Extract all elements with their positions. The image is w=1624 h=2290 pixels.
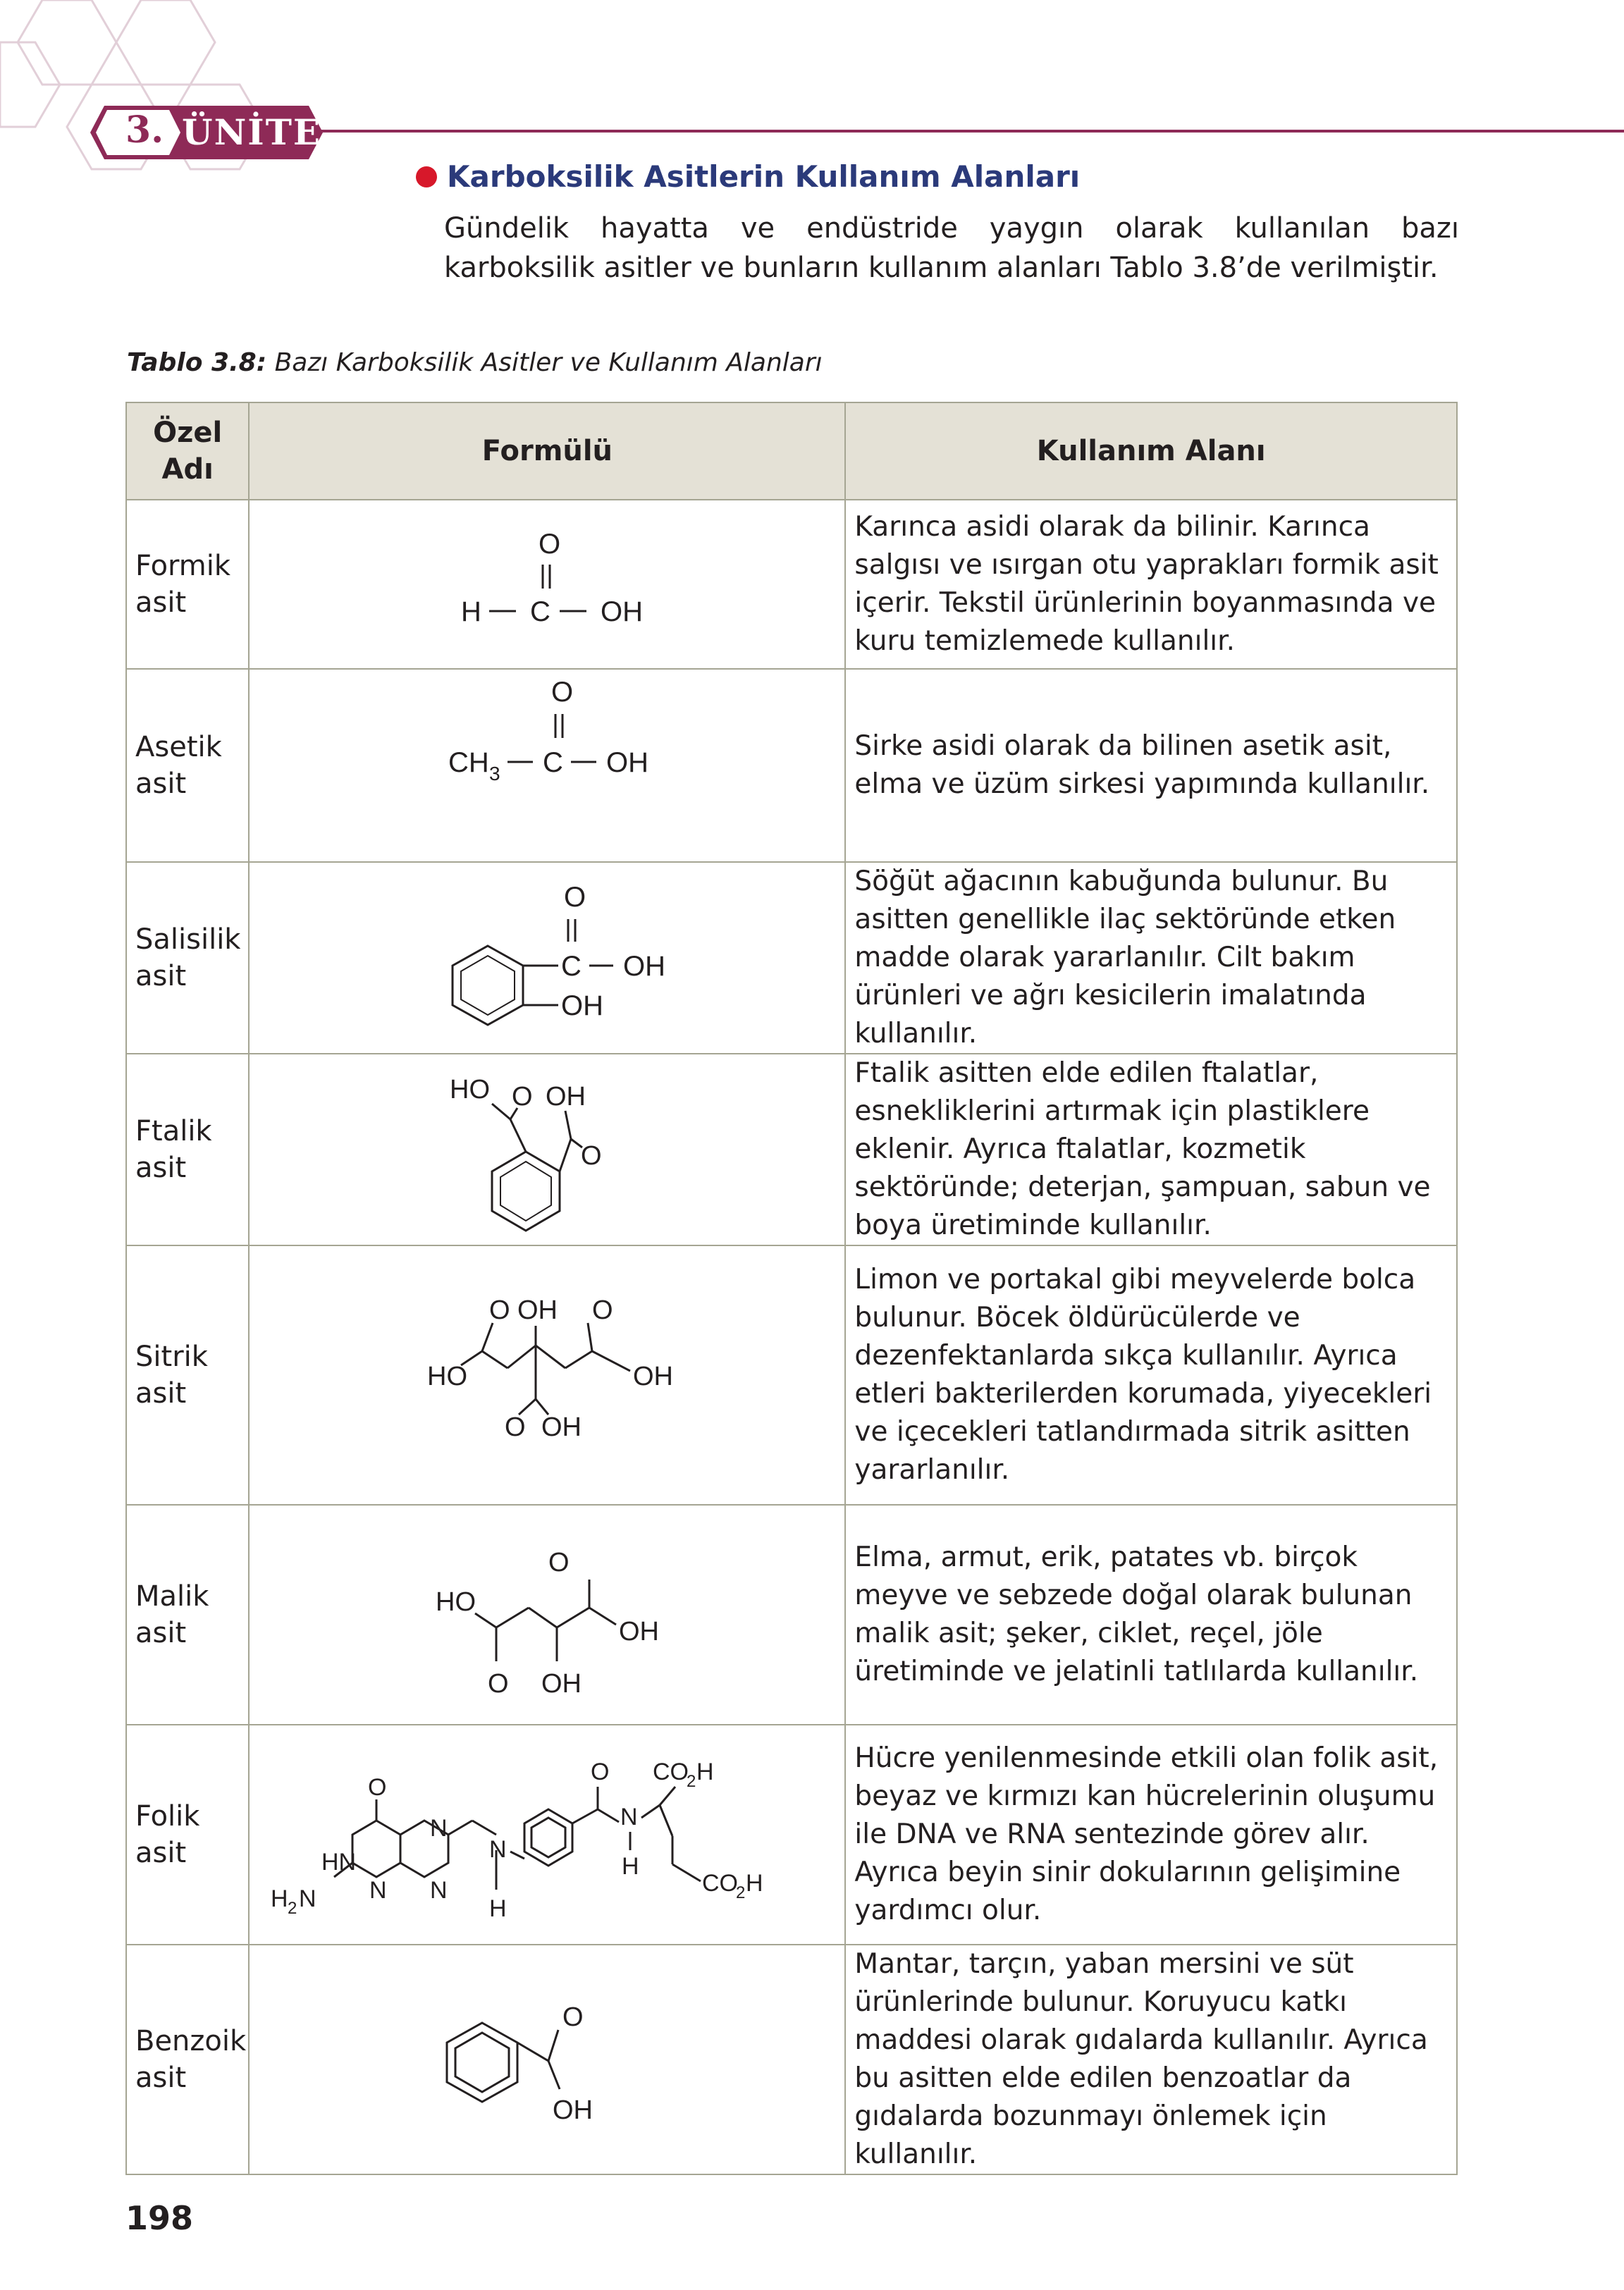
bullet-dot-icon bbox=[416, 166, 437, 187]
acid-table bbox=[125, 402, 1458, 2175]
svg-text:HO: HO bbox=[427, 1362, 468, 1391]
svg-text:CH: CH bbox=[448, 747, 490, 778]
svg-text:H: H bbox=[271, 1885, 288, 1912]
caption-text: Bazı Karboksilik Asitler ve Kullanım Alanları bbox=[266, 348, 823, 377]
table-row bbox=[126, 500, 1457, 669]
acetic-structure bbox=[250, 670, 844, 861]
formula-formic bbox=[249, 500, 845, 669]
svg-text:CO: CO bbox=[702, 1870, 739, 1897]
formula-folic bbox=[249, 1725, 845, 1945]
acid-use: Söğüt ağacının kabuğunda bulunur. Bu asitten genellikle ilaç sektöründe etken madde olarak yararlanılır. Cilt bakım ürünleri ve ağrı kesicilerin imalatında kullanılır. bbox=[845, 862, 1457, 1054]
formula-phthalic bbox=[249, 1054, 845, 1245]
acid-use: Limon ve portakal gibi meyvelerde bolca bulunur. Böcek öldürücülerde ve dezenfektanlarda sıkça kullanılır. Ayrıca etleri bakterilerden korumada, yiyecekleri ve içecekleri tatlandırmada sitrik asitten yararlanılır. bbox=[845, 1245, 1457, 1505]
svg-text:HN: HN bbox=[321, 1849, 357, 1876]
acid-name: Sitrik asit bbox=[126, 1245, 249, 1505]
svg-text:N: N bbox=[430, 1877, 448, 1904]
svg-text:O: O bbox=[539, 529, 561, 560]
phthalic-structure bbox=[250, 1061, 844, 1238]
svg-text:C: C bbox=[530, 596, 551, 627]
table-row bbox=[126, 1054, 1457, 1245]
svg-text:C: C bbox=[543, 747, 564, 778]
intro-paragraph: Gündelik hayatta ve endüstride yaygın olarak kullanılan bazı karboksilik asitler ve bunların kullanım alanları Tablo 3.8’de verilmiştir. bbox=[444, 212, 1459, 284]
svg-text:O: O bbox=[489, 1295, 510, 1325]
acid-name: Folik asit bbox=[126, 1725, 249, 1945]
unit-number: 3. bbox=[125, 109, 164, 152]
svg-text:O: O bbox=[581, 1141, 602, 1171]
malic-structure bbox=[250, 1506, 844, 1723]
svg-text:HO: HO bbox=[436, 1587, 476, 1617]
svg-text:O: O bbox=[592, 1295, 613, 1325]
svg-text:3: 3 bbox=[489, 763, 500, 784]
page-number: 198 bbox=[125, 2199, 194, 2237]
acid-name: Benzoik asit bbox=[126, 1945, 249, 2174]
svg-text:N: N bbox=[489, 1836, 507, 1863]
table-row bbox=[126, 669, 1457, 862]
acid-use: Sirke asidi olarak da bilinen asetik asit, elma ve üzüm sirkesi yapımında kullanılır. bbox=[845, 669, 1457, 862]
svg-text:2: 2 bbox=[687, 1772, 696, 1791]
folic-structure bbox=[250, 1726, 844, 1943]
caption-label: Tablo 3.8: bbox=[127, 348, 267, 377]
table-row bbox=[126, 1505, 1457, 1725]
svg-text:O: O bbox=[488, 1669, 509, 1699]
formula-salicylic bbox=[249, 862, 845, 1054]
benzoic-structure bbox=[250, 1951, 844, 2168]
svg-text:O: O bbox=[505, 1412, 526, 1442]
svg-text:H: H bbox=[489, 1895, 507, 1922]
svg-text:OH: OH bbox=[561, 990, 604, 1021]
svg-text:OH: OH bbox=[546, 1082, 586, 1112]
acid-name: Ftalik asit bbox=[126, 1054, 249, 1245]
svg-text:O: O bbox=[562, 2002, 584, 2032]
svg-text:CO: CO bbox=[653, 1759, 689, 1785]
svg-text:O: O bbox=[564, 882, 586, 913]
table-caption bbox=[127, 348, 823, 377]
header-formula: Formülü bbox=[249, 402, 845, 500]
svg-text:N: N bbox=[620, 1804, 638, 1830]
svg-text:O: O bbox=[548, 1548, 570, 1577]
svg-text:N: N bbox=[430, 1815, 448, 1842]
svg-text:OH: OH bbox=[601, 596, 644, 627]
section-title-text: Karboksilik Asitlerin Kullanım Alanları bbox=[447, 159, 1081, 194]
svg-text:OH: OH bbox=[541, 1412, 582, 1442]
unit-header-line bbox=[211, 130, 1624, 133]
header-use: Kullanım Alanı bbox=[845, 402, 1457, 500]
table-header-row bbox=[126, 402, 1457, 500]
svg-text:H: H bbox=[746, 1870, 763, 1897]
svg-text:OH: OH bbox=[541, 1669, 582, 1699]
table-row bbox=[126, 1945, 1457, 2174]
hexagon-decoration bbox=[0, 0, 296, 197]
svg-text:H: H bbox=[461, 596, 482, 627]
svg-text:HO: HO bbox=[450, 1075, 491, 1104]
acid-use: Karınca asidi olarak da bilinir. Karınca salgısı ve ısırgan otu yaprakları formik asit içerir. Tekstil ürünlerinin boyanmasında ve kuru temizlemede kullanılır. bbox=[845, 500, 1457, 669]
acid-use: Hücre yenilenmesinde etkili olan folik asit, beyaz ve kırmızı kan hücrelerinin oluşumu ile DNA ve RNA sentezinde görev alır. Ayrıca beyin sinir dokularının gelişimine yardımcı olur. bbox=[845, 1725, 1457, 1945]
acid-name: Asetik asit bbox=[126, 669, 249, 862]
formula-acetic bbox=[249, 669, 845, 862]
formic-structure bbox=[250, 501, 844, 667]
table-row bbox=[126, 1245, 1457, 1505]
svg-text:2: 2 bbox=[288, 1899, 297, 1918]
header-name: Özel Adı bbox=[126, 402, 249, 500]
acid-use: Mantar, tarçın, yaban mersini ve süt ürünlerinde bulunur. Koruyucu katkı maddesi olarak gıdalarda kullanılır. Ayrıca bu asitten elde edilen benzoatlar da gıdalarda bozunmayı önlemek için kullanılır. bbox=[845, 1945, 1457, 2174]
acid-name: Malik asit bbox=[126, 1505, 249, 1725]
svg-text:C: C bbox=[561, 951, 582, 982]
formula-malic bbox=[249, 1505, 845, 1725]
acid-use: Ftalik asitten elde edilen ftalatlar, esnekliklerini artırmak için plastiklere eklenir. Ayrıca ftalatlar, kozmetik sektöründe; deterjan, şampuan, sabun ve boya üretiminde kullanılır. bbox=[845, 1054, 1457, 1245]
svg-text:OH: OH bbox=[623, 951, 666, 982]
svg-text:O: O bbox=[512, 1082, 533, 1112]
acid-name: Salisilik asit bbox=[126, 862, 249, 1054]
svg-text:H: H bbox=[696, 1759, 714, 1785]
svg-text:OH: OH bbox=[619, 1617, 660, 1646]
formula-citric bbox=[249, 1245, 845, 1505]
svg-text:N: N bbox=[369, 1877, 387, 1904]
table-row bbox=[126, 1725, 1457, 1945]
svg-text:OH: OH bbox=[553, 2095, 593, 2125]
citric-structure bbox=[250, 1247, 844, 1503]
acid-use: Elma, armut, erik, patates vb. birçok meyve ve sebzede doğal olarak bulunan malik asit; şeker, ciklet, reçel, jöle üretiminde ve jelatinli tatlılarda kullanılır. bbox=[845, 1505, 1457, 1725]
section-title bbox=[416, 159, 1080, 194]
unit-label: ÜNİTE bbox=[182, 111, 322, 153]
svg-text:N: N bbox=[299, 1885, 316, 1912]
salicylic-structure bbox=[250, 870, 844, 1046]
svg-text:2: 2 bbox=[736, 1883, 746, 1902]
acid-name: Formik asit bbox=[126, 500, 249, 669]
svg-text:O: O bbox=[551, 677, 574, 708]
svg-text:OH: OH bbox=[606, 747, 649, 778]
svg-text:H: H bbox=[622, 1853, 639, 1880]
formula-benzoic bbox=[249, 1945, 845, 2174]
svg-text:O: O bbox=[591, 1759, 610, 1785]
table-row bbox=[126, 862, 1457, 1054]
svg-text:OH: OH bbox=[633, 1362, 674, 1391]
svg-text:OH: OH bbox=[517, 1295, 558, 1325]
svg-text:O: O bbox=[368, 1774, 387, 1801]
